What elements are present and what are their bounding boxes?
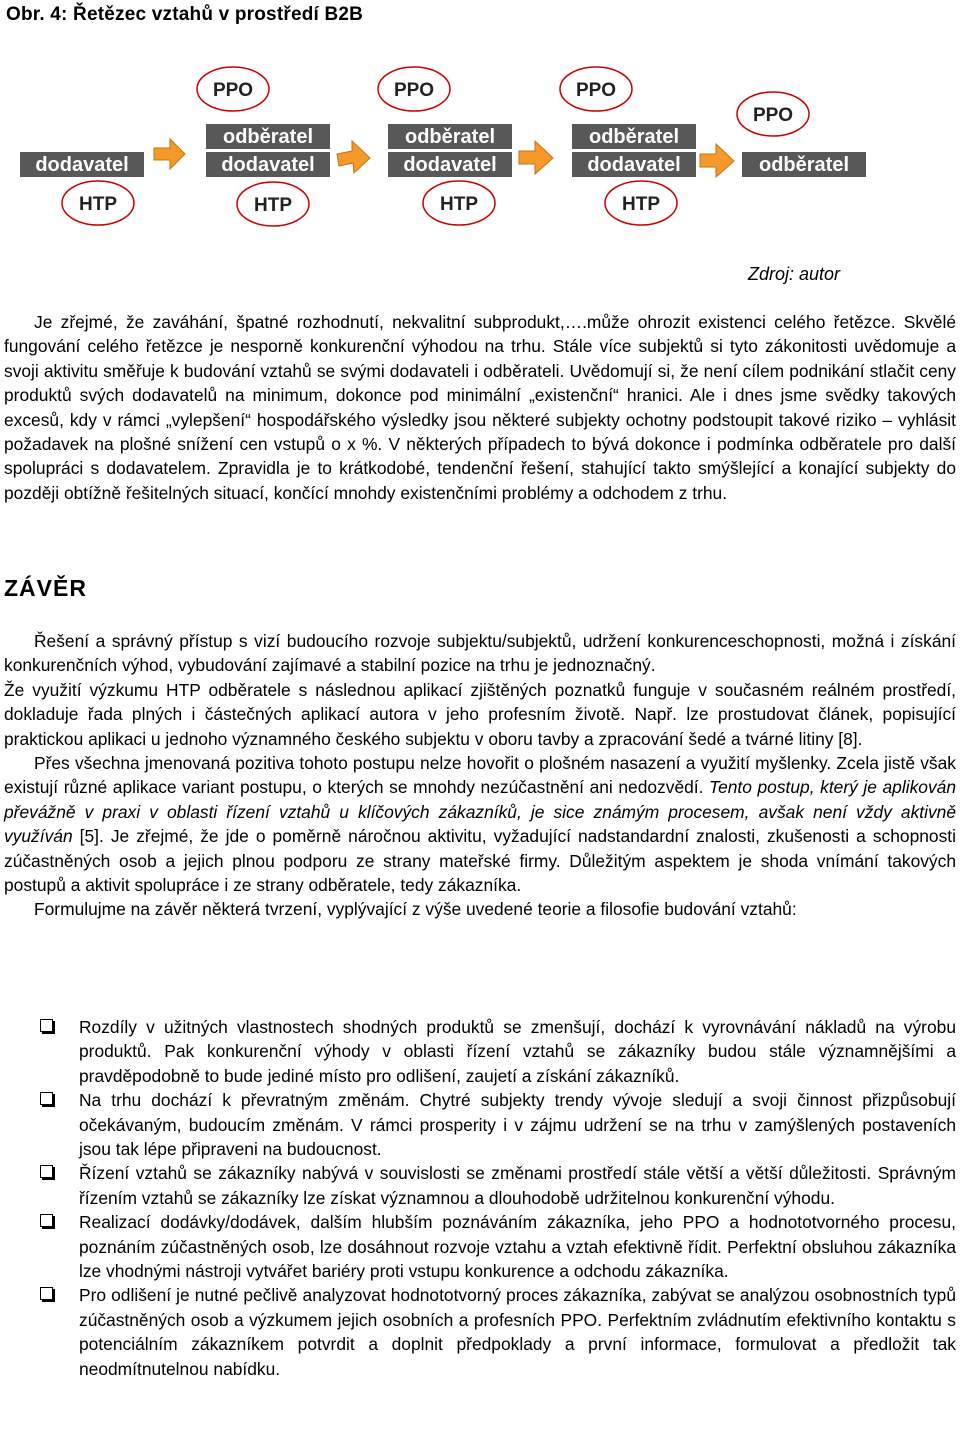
- ppo-label: PPO: [752, 105, 794, 126]
- htp-label: HTP: [254, 195, 292, 216]
- stage-3: [560, 67, 696, 225]
- conclusion-text: [4, 629, 956, 922]
- conclusion-paragraph-3: [4, 751, 956, 897]
- list-item: [40, 1161, 956, 1210]
- checkbox-bullet-icon: [40, 1092, 53, 1105]
- conclusion-paragraph-4: Formulujme na závěr některá tvrzení, vyplývající z výše uvedené teorie a filosofie budování vztahů:: [34, 899, 797, 920]
- figure-title: Obr. 4: Řetězec vztahů v prostředí B2B: [6, 4, 364, 25]
- htp-label: HTP: [79, 194, 117, 215]
- customer-label: odběratel: [404, 126, 496, 148]
- stage-2: [378, 67, 512, 225]
- htp-label: HTP: [622, 194, 660, 215]
- arrow-icon: [154, 139, 185, 169]
- supplier-label: dodavatel: [587, 154, 681, 176]
- intro-paragraph: Je zřejmé, že zaváhání, špatné rozhodnutí, nekvalitní subprodukt,….může ohrozit existenci celého řetězce. Skvělé fungování celého řetězce je nesporně konkurenční výhodou na trhu. Stále více subjektů si tyto zákonitosti uvědomuje a svoji aktivitu směřuje k budování vztahů se svými dodavateli i odběrateli. Uvědomují si, že není cílem podnikání stlačit ceny produktů svých dodavatelů na minimum, dokonce pod minimální „existenční“ hranici. Ale i dnes jsme svědky takových excesů, kdy v rámci „vylepšení“ hospodářského výsledky jsou některé subjekty ochotny podstoupit takové riziko – vyhlásit požadavek na plošné snížení cen vstupů o x %. V některých případech to bývá dokonce i podmínka odběratele pro další spolupráci s dodavatelem. Zpravidla je to krátkodobé, tendenční řešení, stahující takto smýšlející a konající subjekty do později obtížně řešitelných situací, končící mnohdy existenčními problémy a odchodem z trhu.: [4, 312, 956, 503]
- stage-4: [737, 92, 866, 177]
- list-item-text: Pro odlišení je nutné pečlivě analyzovat hodnototvorný proces zákazníka, zabývat se analýzou osobnostních typů zúčastněných osob a výzkumem jejich osobních a profesních PPO. Perfektním zvládnutím efektivního kontaktu s potenciálním zákazníkem potvrdit a doplnit předpoklady a první informace, formulovat a předložit tak neodmítnutelnou nabídku.: [79, 1285, 956, 1379]
- htp-label: HTP: [440, 194, 478, 215]
- ppo-label: PPO: [575, 80, 617, 101]
- list-item-text: Realizací dodávky/dodávek, dalším hlubším poznáváním zákazníka, jeho PPO a hodnototvorného procesu, poznáním zúčastněných osob, lze dosáhnout rozvoje vztahu a vztah efektivně řídit. Perfektní obsluhou zákazníka lze vhodnými nástroji vytvářet bariéry proti vstupu konkurence a odchodu zákazníka.: [79, 1212, 956, 1282]
- ppo-label: PPO: [393, 80, 435, 101]
- relationship-chain-diagram: [0, 52, 960, 252]
- ppo-label: PPO: [212, 80, 254, 101]
- customer-label: odběratel: [222, 126, 314, 148]
- list-item-text: Řízení vztahů se zákazníky nabývá v souvislosti se změnami prostředí stále větší a větší důležitosti. Správným řízením vztahů se zákazníky lze získat významnou a dlouhodobě udržitelnou konkurenční výhodu.: [79, 1163, 956, 1208]
- list-item: [40, 1015, 956, 1088]
- conclusion-paragraph-1: Řešení a správný přístup s vizí budoucího rozvoje subjektu/subjektů, udržení konkurenceschopnosti, možná i získání konkurenčních výhod, vybudování zajímavé a stabilní pozice na trhu je jednoznačný.: [4, 631, 956, 676]
- list-item: [40, 1088, 956, 1161]
- conclusion-paragraph-2: Že využití výzkumu HTP odběratele s následnou aplikací zjištěných poznatků funguje v současném reálném prostředí, dokladuje řada plných i částečných aplikací autora v jeho profesním životě. Např. lze prostudovat článek, popisující praktickou aplikaci u jednoho významného českého subjektu v oboru tavby a zpracování šedé a tvárné litiny [8].: [4, 679, 956, 749]
- list-item: [40, 1283, 956, 1381]
- customer-label: odběratel: [588, 126, 680, 148]
- list-item-text: Na trhu dochází k převratným změnám. Chytré subjekty trendy vývoje sledují a svoji činnost přizpůsobují očekávaným, budoucím změnám. V rámci prosperity i v zájmu udržení se na trhu v zamýšlených postaveních jsou tak lépe připraveni na budoucnost.: [79, 1090, 956, 1160]
- intro-text: [4, 310, 956, 505]
- italic-passage: Tento postup, který je aplikován převážně v praxi v oblasti řízení vztahů u klíčových zákazníků, je sice známým procesem, avšak není vždy aktivně využíván: [4, 777, 956, 847]
- arrow-icon: [519, 141, 553, 174]
- list-item-text: Rozdíly v užitných vlastnostech shodných produktů se zmenšují, dochází k vyrovnávání nákladů na výrobu produktů. Pak konkurenční výhody v oblasti řízení vztahů se zákazníky budou stále významnějšími a pravděpodobně to bude jediné místo pro odlišení, zaujetí a získání zákazníků.: [79, 1017, 956, 1086]
- checkbox-bullet-icon: [40, 1165, 53, 1178]
- supplier-label: dodavatel: [35, 154, 129, 176]
- customer-label: odběratel: [758, 154, 850, 176]
- checkbox-bullet-icon: [40, 1019, 53, 1032]
- paragraph-text: Přes všechna jmenovaná pozitiva tohoto postupu nelze hovořit o plošném nasazení a využití myšlenky. Zcela jistě však existují různé aplikace variant postupu, o kterých se mnohdy nezúčastnění ani nedozvědí.: [4, 753, 956, 798]
- checkbox-bullet-icon: [40, 1287, 53, 1300]
- section-heading: ZÁVĚR: [4, 575, 87, 601]
- statement-list: [40, 1015, 956, 1381]
- checkbox-bullet-icon: [40, 1214, 53, 1227]
- paragraph-text: [5]. Je zřejmé, že jde o poměrně náročnou aktivitu, vyžadující nadstandardní znalosti, zkušenosti a schopnosti zúčastněných osob a jejich plnou podporu ze strany mateřské firmy. Důležitým aspektem je shoda vnímání takových postupů a aktivit spolupráce i ze strany odběratele, tedy zákazníka.: [4, 826, 956, 896]
- figure-source: Zdroj: autor: [748, 264, 841, 284]
- arrow-icon: [700, 144, 734, 177]
- supplier-label: dodavatel: [403, 154, 497, 176]
- supplier-label: dodavatel: [221, 154, 315, 176]
- arrow-icon: [337, 141, 370, 173]
- list-item: [40, 1210, 956, 1283]
